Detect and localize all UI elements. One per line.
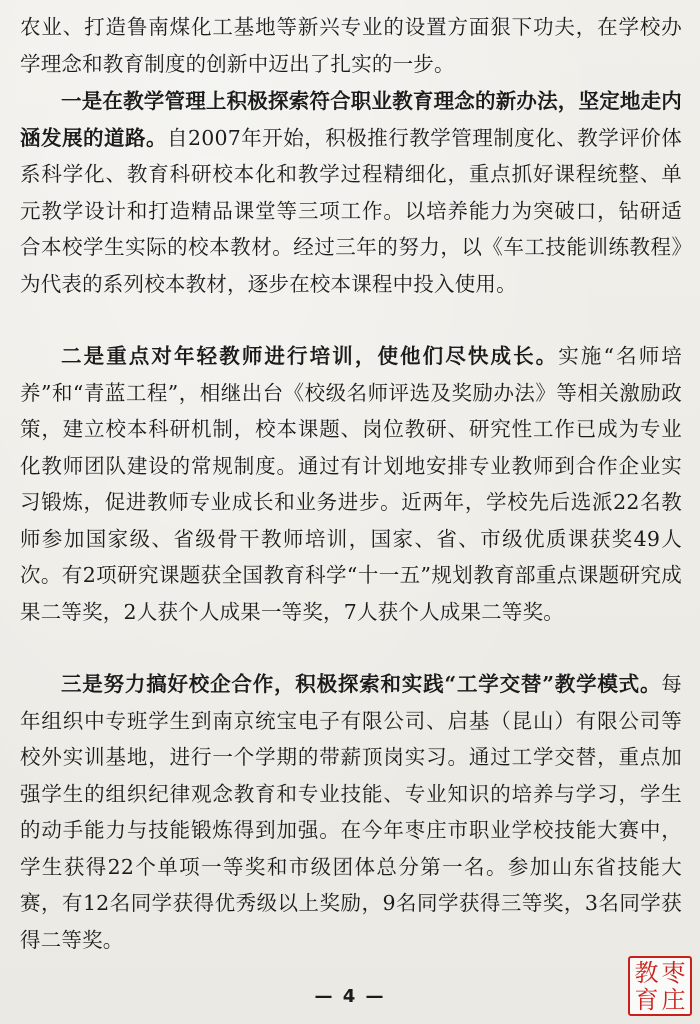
paragraph-text: 自2007年开始，积极推行教学管理制度化、教学评价体系科学化、教育科研校本化和教学过程精细化，重点抓好课程统整、单元教学设计和打造精品课堂等三项工作。以培养能力为突破口，钻研适合本校学生实际的校本教材。经过三年的努力，以《车工技能训练教程》为代表的系列校本教材，逐步在校本课程中投入使用。	[20, 125, 682, 296]
paragraph-teacher-training	[20, 338, 682, 630]
paragraph-teaching-management	[20, 83, 682, 302]
paragraph-lead-heading: 三是努力搞好校企合作，积极探索和实践“工学交替”教学模式。	[61, 672, 662, 696]
seal-character: 枣	[661, 959, 686, 987]
page-number: — 4 —	[314, 986, 386, 1007]
paragraph-lead-heading: 二是重点对年轻教师进行培训，使他们尽快成长。	[61, 344, 559, 368]
seal-character: 庄	[661, 986, 686, 1014]
zaozhuang-education-seal-icon	[628, 956, 692, 1016]
paragraph-school-enterprise	[20, 666, 682, 958]
paragraph-text: 每年组织中专班学生到南京统宝电子有限公司、启基（昆山）有限公司等校外实训基地，进行一个学期的带薪顶岗实习。通过工学交替，重点加强学生的组织纪律观念教育和专业技能、专业知识的培养与学习，学生的动手能力与技能锻炼得到加强。在今年枣庄市职业学校技能大赛中，学生获得22个单项一等奖和市级团体总分第一名。参加山东省技能大赛，有12名同学获得优秀级以上奖励，9名同学获得三等奖，3名同学获得二等奖。	[20, 672, 682, 952]
seal-character: 育	[634, 986, 659, 1014]
paragraph-text: 实施“名师培养”和“青蓝工程”，相继出台《校级名师评选及奖励办法》等相关激励政策，建立校本科研机制，校本课题、岗位教研、研究性工作已成为专业化教师团队建设的常规制度。通过有计划地安排专业教师到合作企业实习锻炼，促进教师专业成长和业务进步。近两年，学校先后选派22名教师参加国家级、省级骨干教师培训，国家、省、市级优质课获奖49人次。有2项研究课题获全国教育科学“十一五”规划教育部重点课题研究成果二等奖，2人获个人成果一等奖，7人获个人成果二等奖。	[20, 344, 682, 624]
seal-character: 教	[634, 959, 659, 987]
paragraph-lead-heading: 一是在教学管理上积极探索符合职业教育理念的新办法，坚定地走内涵发展的道路。	[20, 89, 682, 150]
paragraph-continuation	[20, 9, 682, 82]
paragraph-text: 农业、打造鲁南煤化工基地等新兴专业的设置方面狠下功夫，在学校办学理念和教育制度的创新中迈出了扎实的一步。	[20, 15, 682, 76]
